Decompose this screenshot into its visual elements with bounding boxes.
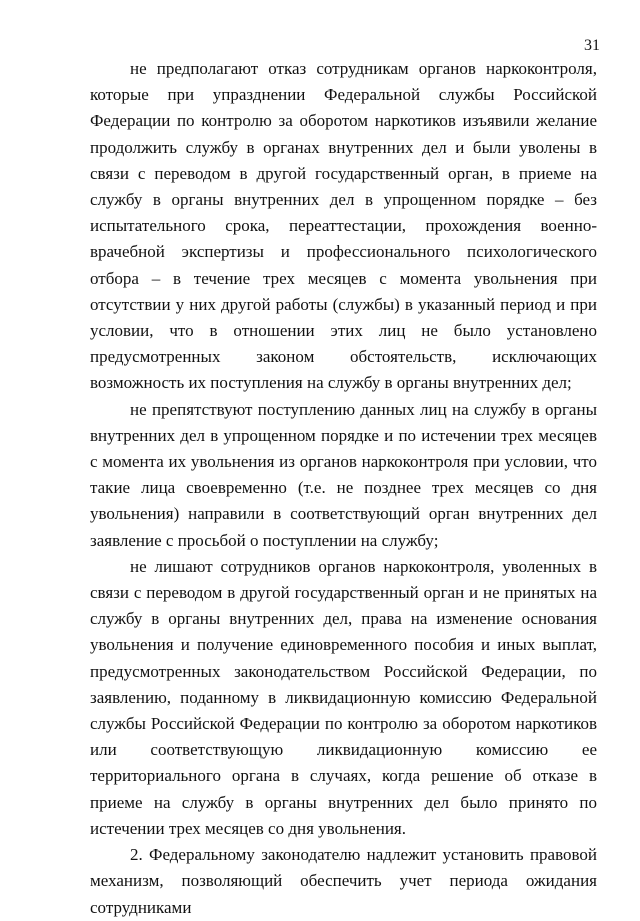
paragraph-1: не предполагают отказ сотрудникам органов наркоконтроля, которые при упразднении Федеральной службы Российской Федерации по контролю за оборотом наркотиков изъявили желание продолжить службу в органах внутренних дел и были уволены в связи с переводом в другой государственный орган, в приеме на службу в органы внутренних дел в упрощенном порядке – без испытательного срока, переаттестации, прохождения военно-врачебной экспертизы и профессионального психологического отбора – в течение трех месяцев с момента увольнения при отсутствии у них другой работы (службы) в указанный период и при условии, что в отношении этих лиц не было установлено предусмотренных законом обстоятельств, исключающих возможность их поступления на службу в органы внутренних дел; [90, 59, 597, 393]
paragraph-3: не лишают сотрудников органов наркоконтроля, уволенных в связи с переводом в другой государственный орган и не принятых на службу в органы внутренних дел, права на изменение основания увольнения и получение единовременного пособия и иных выплат, предусмотренных законодательством Российской Федерации, по заявлению, поданному в ликвидационную комиссию Федеральной службы Российской Федерации по контролю за оборотом наркотиков или соответствующую ликвидационную комиссию ее территориального органа в случаях, когда решение об отказе в приеме на службу в органы внутренних дел было принято по истечении трех месяцев со дня увольнения. [90, 556, 597, 838]
document-body [90, 56, 597, 921]
paragraph-4: 2. Федеральному законодателю надлежит установить правовой механизм, позволяющий обеспечить учет периода ожидания сотрудниками [90, 845, 597, 917]
page-number: 31 [584, 37, 600, 54]
paragraph-2: не препятствуют поступлению данных лиц на службу в органы внутренних дел в упрощенном порядке и по истечении трех месяцев с момента их увольнения из органов наркоконтроля при условии, что такие лица своевременно (т.е. не позднее трех месяцев со дня увольнения) направили в соответствующий орган внутренних дел заявление с просьбой о поступлении на службу; [90, 399, 597, 550]
